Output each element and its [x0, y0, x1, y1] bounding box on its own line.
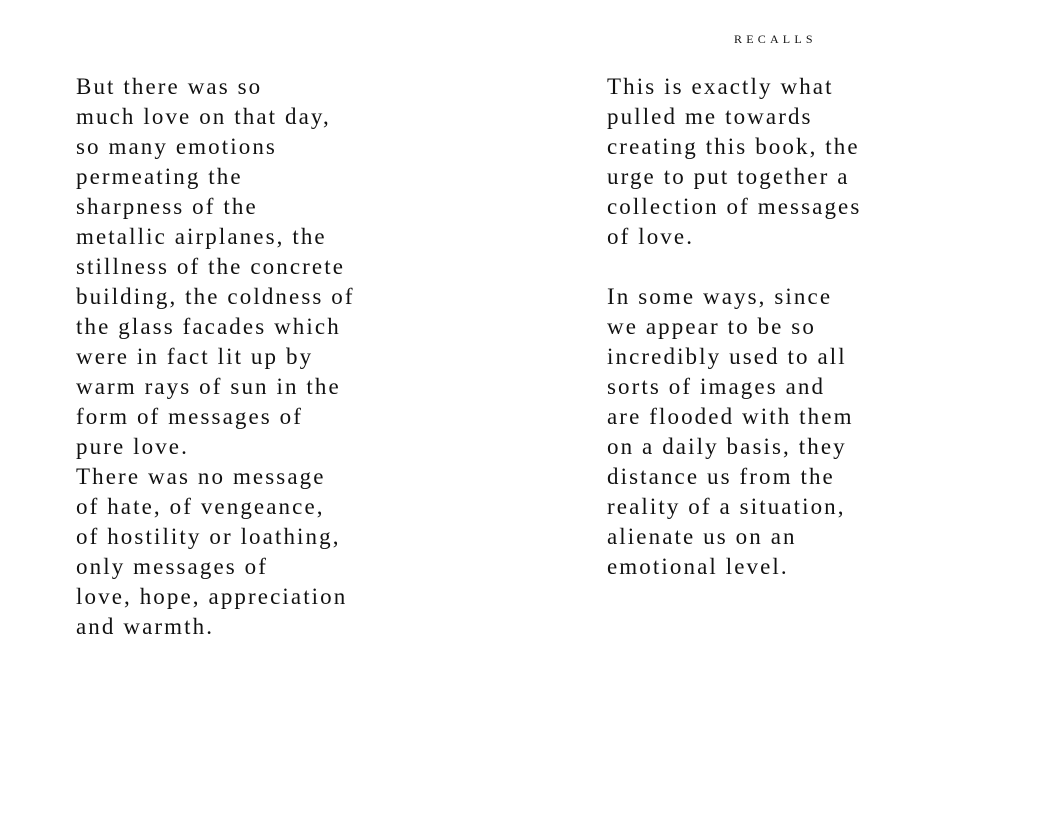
text-line: distance us from the [607, 464, 835, 489]
text-line: pulled me towards [607, 104, 813, 129]
text-line: This is exactly what [607, 74, 834, 99]
text-line: the glass facades which [76, 314, 341, 339]
text-line: collection of messages [607, 194, 862, 219]
text-line: In some ways, since [607, 284, 833, 309]
paragraph [76, 462, 355, 642]
text-line: and warmth. [76, 614, 215, 639]
text-line: But there was so [76, 74, 263, 99]
text-line: pure love. [76, 434, 189, 459]
text-line: of love. [607, 224, 695, 249]
text-line: form of messages of [76, 404, 304, 429]
text-line: There was no message [76, 464, 326, 489]
text-line: on a daily basis, they [607, 434, 847, 459]
text-line: were in fact lit up by [76, 344, 314, 369]
text-line: urge to put together a [607, 164, 850, 189]
running-head: RECALLS [734, 32, 817, 46]
text-line: permeating the [76, 164, 243, 189]
text-line: alienate us on an [607, 524, 797, 549]
text-line: sorts of images and [607, 374, 826, 399]
right-column [607, 72, 861, 582]
text-line: sharpness of the [76, 194, 258, 219]
text-line: love, hope, appreciation [76, 584, 348, 609]
text-line: of hostility or loathing, [76, 524, 341, 549]
left-column [76, 72, 355, 642]
text-line: stillness of the concrete [76, 254, 346, 279]
text-line: much love on that day, [76, 104, 331, 129]
text-line: reality of a situation, [607, 494, 846, 519]
text-line: emotional level. [607, 554, 789, 579]
paragraph [76, 72, 355, 462]
text-line: warm rays of sun in the [76, 374, 341, 399]
text-line: creating this book, the [607, 134, 860, 159]
text-line: building, the coldness of [76, 284, 355, 309]
text-line: so many emotions [76, 134, 277, 159]
text-line: are flooded with them [607, 404, 854, 429]
text-line: we appear to be so [607, 314, 816, 339]
paragraph [607, 282, 861, 582]
paragraph-gap [607, 252, 861, 282]
paragraph [607, 72, 861, 252]
text-line: metallic airplanes, the [76, 224, 327, 249]
text-line: of hate, of vengeance, [76, 494, 325, 519]
text-line: incredibly used to all [607, 344, 847, 369]
text-line: only messages of [76, 554, 269, 579]
